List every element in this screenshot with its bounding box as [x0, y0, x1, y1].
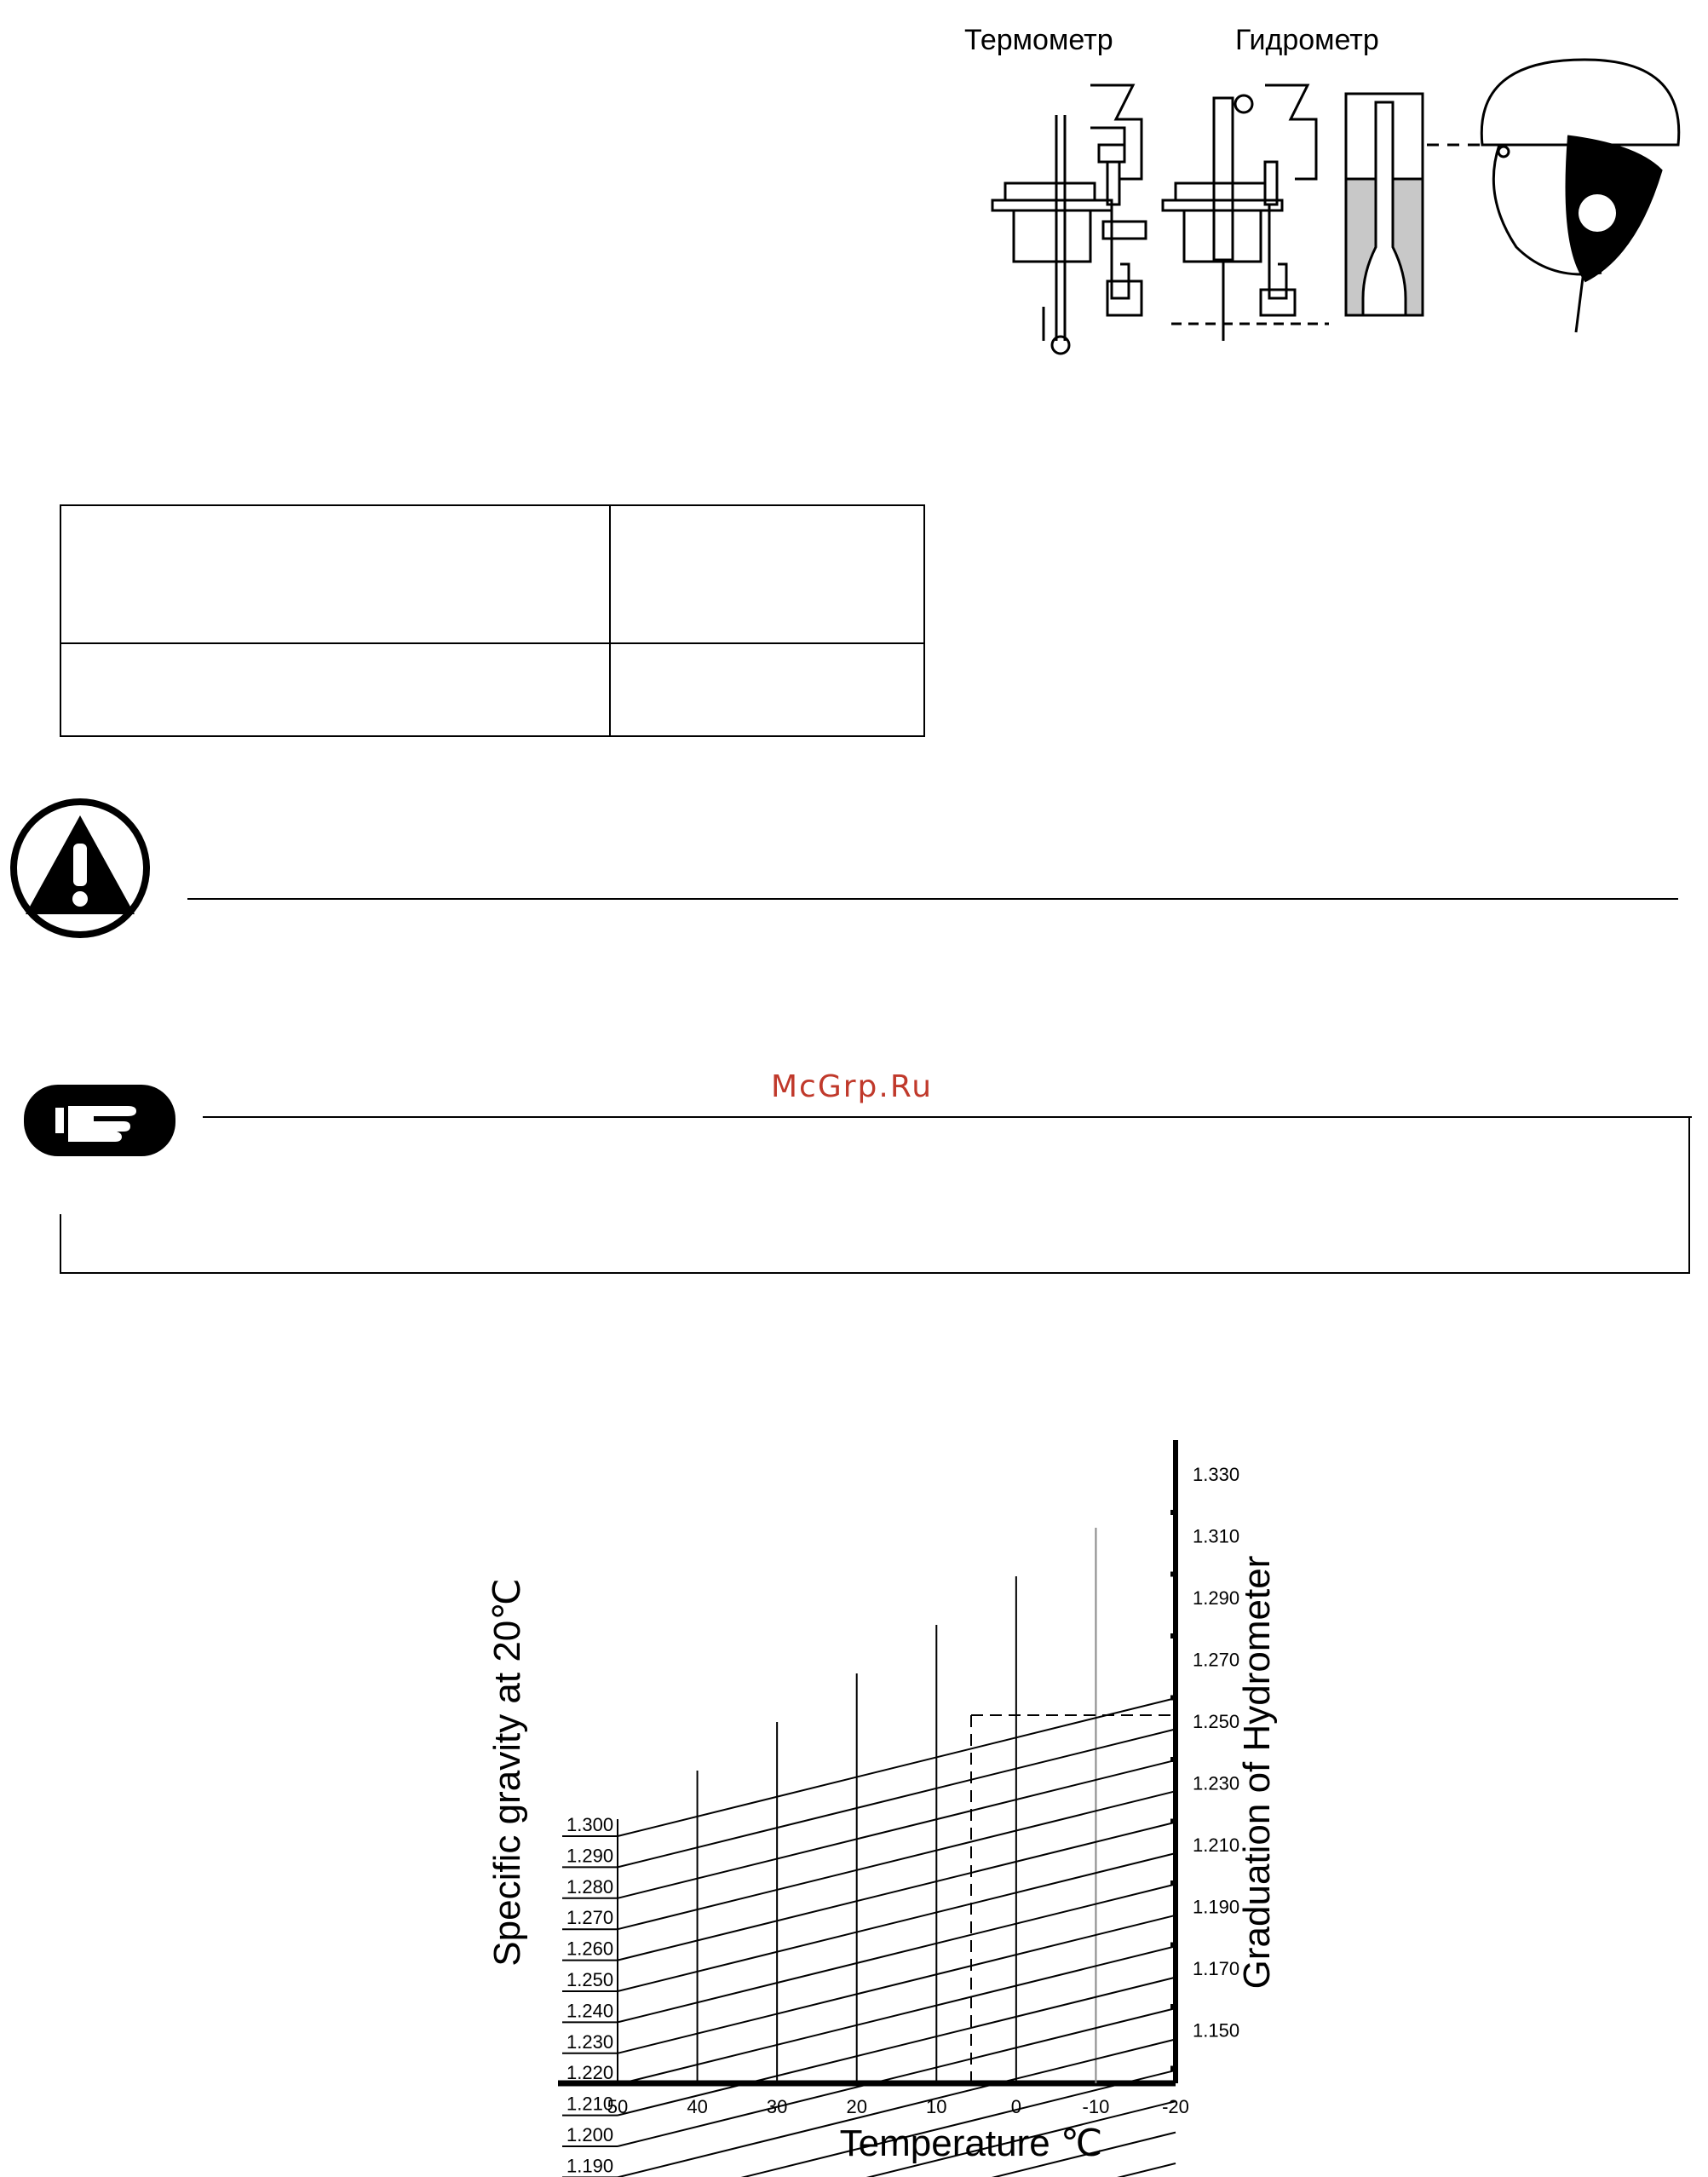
left-tick-label: 1.190 — [566, 2155, 614, 2177]
pointing-hand-icon — [21, 1082, 179, 1159]
info-table — [60, 504, 925, 737]
series-line — [618, 1978, 1176, 2116]
left-tick-label: 1.270 — [566, 1907, 614, 1929]
right-tick-label: 1.190 — [1193, 1896, 1240, 1918]
right-tick-label: 1.290 — [1193, 1587, 1240, 1609]
x-axis-label: Temperature ℃ — [839, 2122, 1103, 2164]
x-tick-label: -10 — [1082, 2096, 1110, 2117]
right-tick-label: 1.250 — [1193, 1711, 1240, 1732]
right-tick — [1170, 1757, 1176, 1762]
left-tick-label: 1.290 — [566, 1845, 614, 1867]
x-tick-label: 50 — [607, 2096, 629, 2117]
left-tick-label: 1.200 — [566, 2124, 614, 2145]
left-tick-label: 1.230 — [566, 2030, 614, 2053]
series-line — [618, 1946, 1176, 2084]
right-axis-label: Graduation of Hydrometer — [1236, 1555, 1278, 1990]
x-tick-label: 30 — [766, 2096, 788, 2117]
right-tick — [1170, 1880, 1176, 1886]
left-tick-label: 1.280 — [566, 1875, 614, 1898]
right-tick-label: 1.150 — [1193, 2019, 1240, 2042]
x-tick-label: -20 — [1162, 2096, 1189, 2117]
warning-icon — [9, 797, 153, 942]
right-tick — [1170, 2066, 1176, 2071]
left-axis-label: Specific gravity at 20℃ — [486, 1578, 528, 1967]
series-line — [618, 1915, 1176, 2053]
warning-divider — [187, 898, 1678, 900]
watermark: McGrp.Ru — [771, 1069, 934, 1104]
series-line — [618, 1823, 1176, 1961]
right-tick-label: 1.230 — [1193, 1772, 1240, 1794]
x-tick-label: 40 — [687, 2096, 708, 2117]
ear-icon — [1579, 194, 1616, 232]
left-tick-label: 1.250 — [566, 1969, 614, 1990]
right-tick — [1170, 1633, 1176, 1639]
right-tick — [1170, 1572, 1176, 1577]
left-tick-label: 1.260 — [566, 1938, 614, 1960]
right-tick — [1170, 2004, 1176, 2009]
right-tick-label: 1.270 — [1193, 1649, 1240, 1671]
series-line — [618, 1729, 1176, 1867]
series-line — [618, 1853, 1176, 1991]
series-line — [618, 1884, 1176, 2022]
series-line — [618, 1760, 1176, 1898]
right-tick — [1170, 1943, 1176, 1948]
x-tick-label: 10 — [926, 2096, 947, 2117]
note-top-rule — [203, 1116, 1692, 1118]
specific-gravity-chart — [477, 1423, 1329, 2177]
right-tick — [1170, 1510, 1176, 1515]
hydrometer-illustration — [971, 51, 1704, 358]
right-tick-label: 1.210 — [1193, 1834, 1240, 1856]
left-tick-label: 1.220 — [566, 2062, 614, 2084]
right-tick-label: 1.310 — [1193, 1525, 1240, 1547]
right-tick — [1170, 1696, 1176, 1701]
thermometer-label: Термометр — [964, 24, 1113, 56]
hydrometer-label: Гидрометр — [1235, 24, 1379, 56]
left-tick-label: 1.300 — [566, 1814, 614, 1835]
right-tick — [1170, 1819, 1176, 1824]
series-line — [618, 1698, 1176, 1836]
right-tick-label: 1.170 — [1193, 1958, 1240, 1979]
right-tick-label: 1.330 — [1193, 1464, 1240, 1485]
left-tick-label: 1.210 — [566, 2093, 614, 2115]
series-line — [618, 1791, 1176, 1929]
left-tick-label: 1.240 — [566, 2000, 614, 2022]
x-tick-label: 0 — [1010, 2096, 1021, 2117]
x-tick-label: 20 — [846, 2096, 867, 2117]
